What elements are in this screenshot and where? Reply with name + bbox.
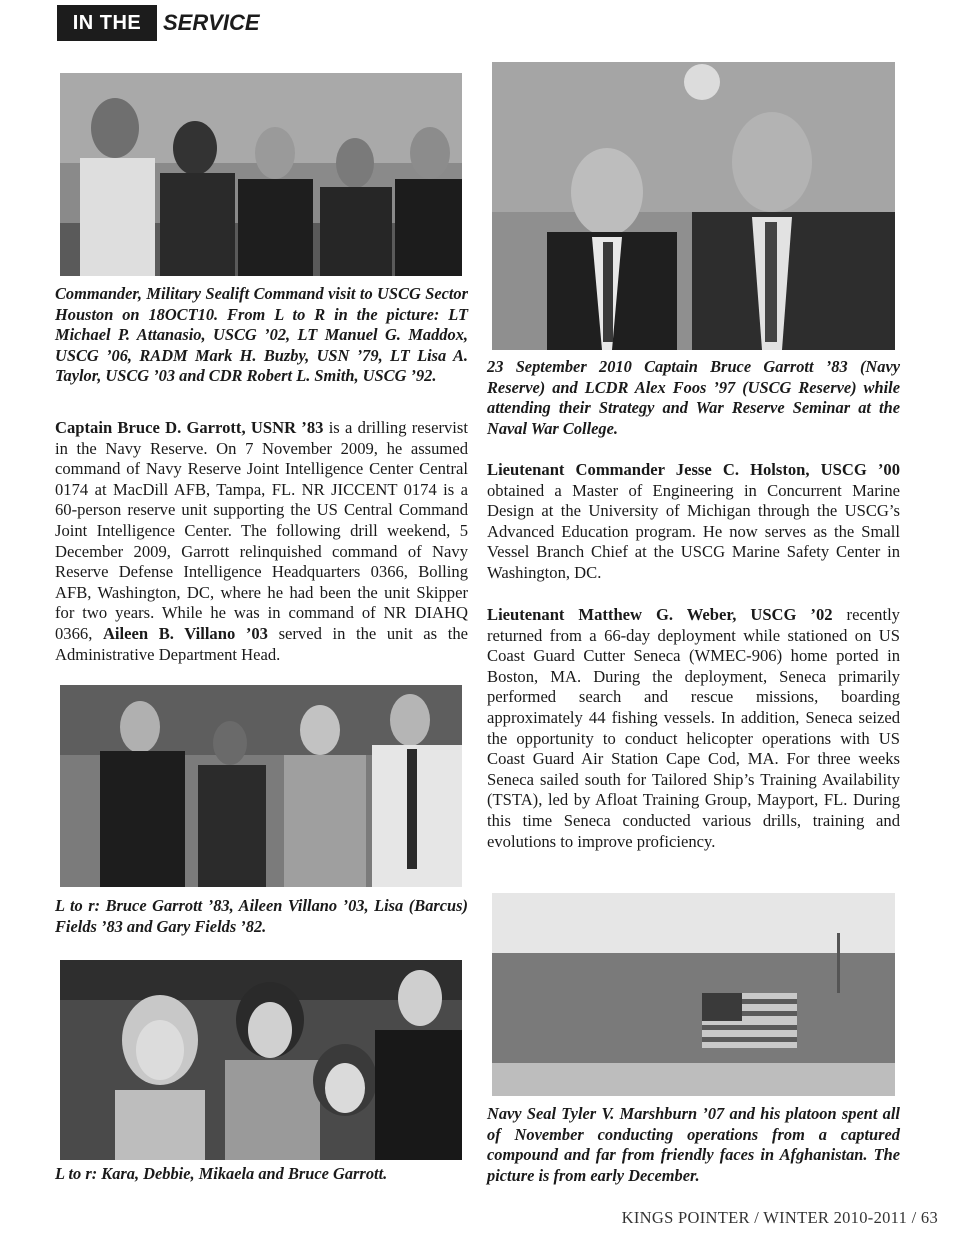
- caption-seal-platoon: Navy Seal Tyler V. Marshburn ’07 and his platoon spent all of November conducting operations from a captured compound and far from friendly faces in Afghanistan. The picture is from early December.: [487, 1104, 900, 1185]
- article-garrott-text1: is a drilling reservist in the Navy Reserve. On 7 November 2009, he assumed command of Navy Reserve Joint Intelligence Center Central 0174 at MacDill AFB, Tampa, FL. NR JICCENT 0174 is a 60-person reserve unit supporting the US Central Command Joint Intelligence Center. The following drill weekend, 5 December 2009, Garrott relinquished command of Navy Reserve Defense Intelligence Headquarters 0366, Bolling AFB, Washington, DC, where he had been the unit Skipper for two years. While he was in command of NR DIAHQ 0366,: [55, 418, 468, 643]
- caption-garrott-family: L to r: Kara, Debbie, Mikaela and Bruce Garrott.: [55, 1164, 388, 1183]
- article-garrott-name: Captain Bruce D. Garrott, USNR ’83: [55, 418, 324, 437]
- section-title: SERVICE: [163, 10, 260, 35]
- article-villano-name: Aileen B. Villano ’03: [102, 623, 268, 643]
- photo-houston-group: [60, 73, 462, 276]
- caption-garrott-foos: 23 September 2010 Captain Bruce Garrott ’83 (Navy Reserve) and LCDR Alex Foos ’97 (USCG Reserve) while attending their Strategy and War Reserve Seminar at the Naval War College.: [487, 357, 900, 438]
- article-weber: [487, 605, 900, 852]
- article-garrott: [55, 418, 468, 665]
- article-holston-name: Lieutenant Commander Jesse C. Holston, USCG ’00: [487, 460, 900, 479]
- photo-seal-platoon: [492, 893, 895, 1096]
- photo-garrott-foos: [492, 62, 895, 350]
- article-weber-text: recently returned from a 66-day deployment while stationed on US Coast Guard Cutter Seneca (WMEC-906) home ported in Boston, MA. During the deployment, Seneca primarily performed search and rescue missions, boarding approximately 44 fishing vessels. In addition, Seneca seized the opportunity to conduct helicopter operations with US Coast Guard Air Station Cape Cod, MA. For three weeks Seneca sailed south for Tailored Ship’s Training Availability (TSTA), led by Afloat Training Group, Mayport, FL. During this time Seneca conducted various drills, training and evolutions to improve proficiency.: [487, 605, 900, 851]
- caption-garrott-villano-fields: L to r: Bruce Garrott ’83, Aileen Villano ’03, Lisa (Barcus) Fields ’83 and Gary Fields ’82.: [55, 896, 468, 936]
- photo-garrott-family: [60, 960, 462, 1160]
- page-footer: KINGS POINTER / WINTER 2010-2011 / 63: [621, 1208, 938, 1227]
- section-tag: IN THE: [57, 5, 157, 41]
- article-holston: [487, 460, 900, 584]
- article-garrott-text2: served in the unit as the Administrative Department Head.: [55, 623, 468, 664]
- article-weber-name: Lieutenant Matthew G. Weber, USCG ’02: [487, 605, 833, 624]
- caption-houston-group: Commander, Military Sealift Command visit to USCG Sector Houston on 18OCT10. From L to R in the picture: LT Michael P. Attanasio, USCG ’02, LT Manuel G. Maddox, USCG ’06, RADM Mark H. Buzby, USN ’79, LT Lisa A. Taylor, USCG ’03 and CDR Robert L. Smith, USCG ’92.: [55, 284, 468, 385]
- article-holston-text: obtained a Master of Engineering in Concurrent Marine Design at the University of Michigan through the USCG’s Advanced Education program. He now serves as the Small Vessel Branch Chief at the USCG Marine Safety Center in Washington, DC.: [487, 480, 900, 582]
- photo-garrott-villano-fields: [60, 685, 462, 887]
